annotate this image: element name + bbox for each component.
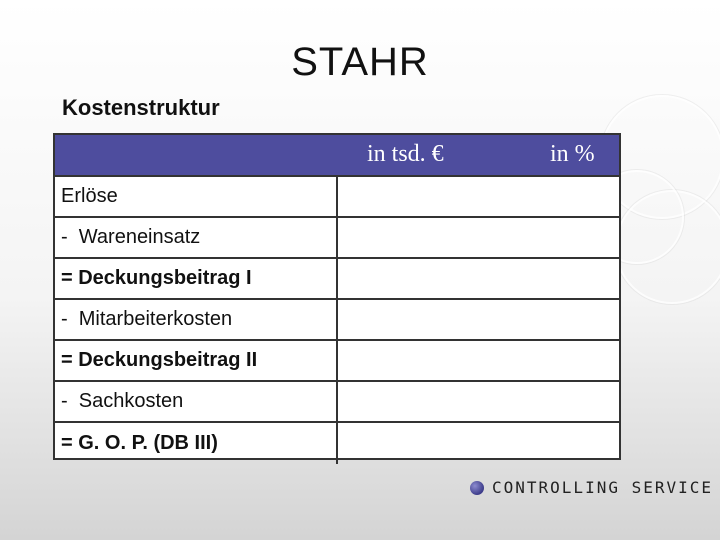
table-row: [55, 259, 619, 300]
value-cell: [338, 177, 619, 216]
value-cell: [338, 423, 619, 464]
table-row: [55, 300, 619, 341]
brand-logo: [470, 478, 713, 497]
table-row: [55, 177, 619, 218]
table-row: [55, 382, 619, 423]
cost-structure-table: [53, 133, 621, 460]
value-cell: [338, 382, 619, 421]
page-title: STAHR: [291, 40, 429, 84]
brand-name: CONTROLLING SERVICE: [492, 478, 714, 497]
table-header-row: [55, 135, 619, 177]
table-row: [55, 341, 619, 382]
value-cell: [338, 218, 619, 257]
row-label: = Deckungsbeitrag I: [55, 259, 338, 298]
value-cell: [338, 259, 619, 298]
row-label: = G. O. P. (DB III): [55, 423, 338, 464]
value-cell: [338, 341, 619, 380]
row-label: - Mitarbeiterkosten: [55, 300, 338, 339]
page-subtitle: Kostenstruktur: [62, 95, 220, 120]
column-header-tsd-eur: in tsd. €: [367, 141, 444, 167]
row-label: - Wareneinsatz: [55, 218, 338, 257]
row-label: Erlöse: [55, 177, 338, 216]
row-label: = Deckungsbeitrag II: [55, 341, 338, 380]
column-header-percent: in %: [550, 141, 595, 167]
value-cell: [338, 300, 619, 339]
table-row: [55, 218, 619, 259]
row-label: - Sachkosten: [55, 382, 338, 421]
table-row: [55, 423, 619, 464]
circle-logo-icon: [470, 481, 484, 495]
